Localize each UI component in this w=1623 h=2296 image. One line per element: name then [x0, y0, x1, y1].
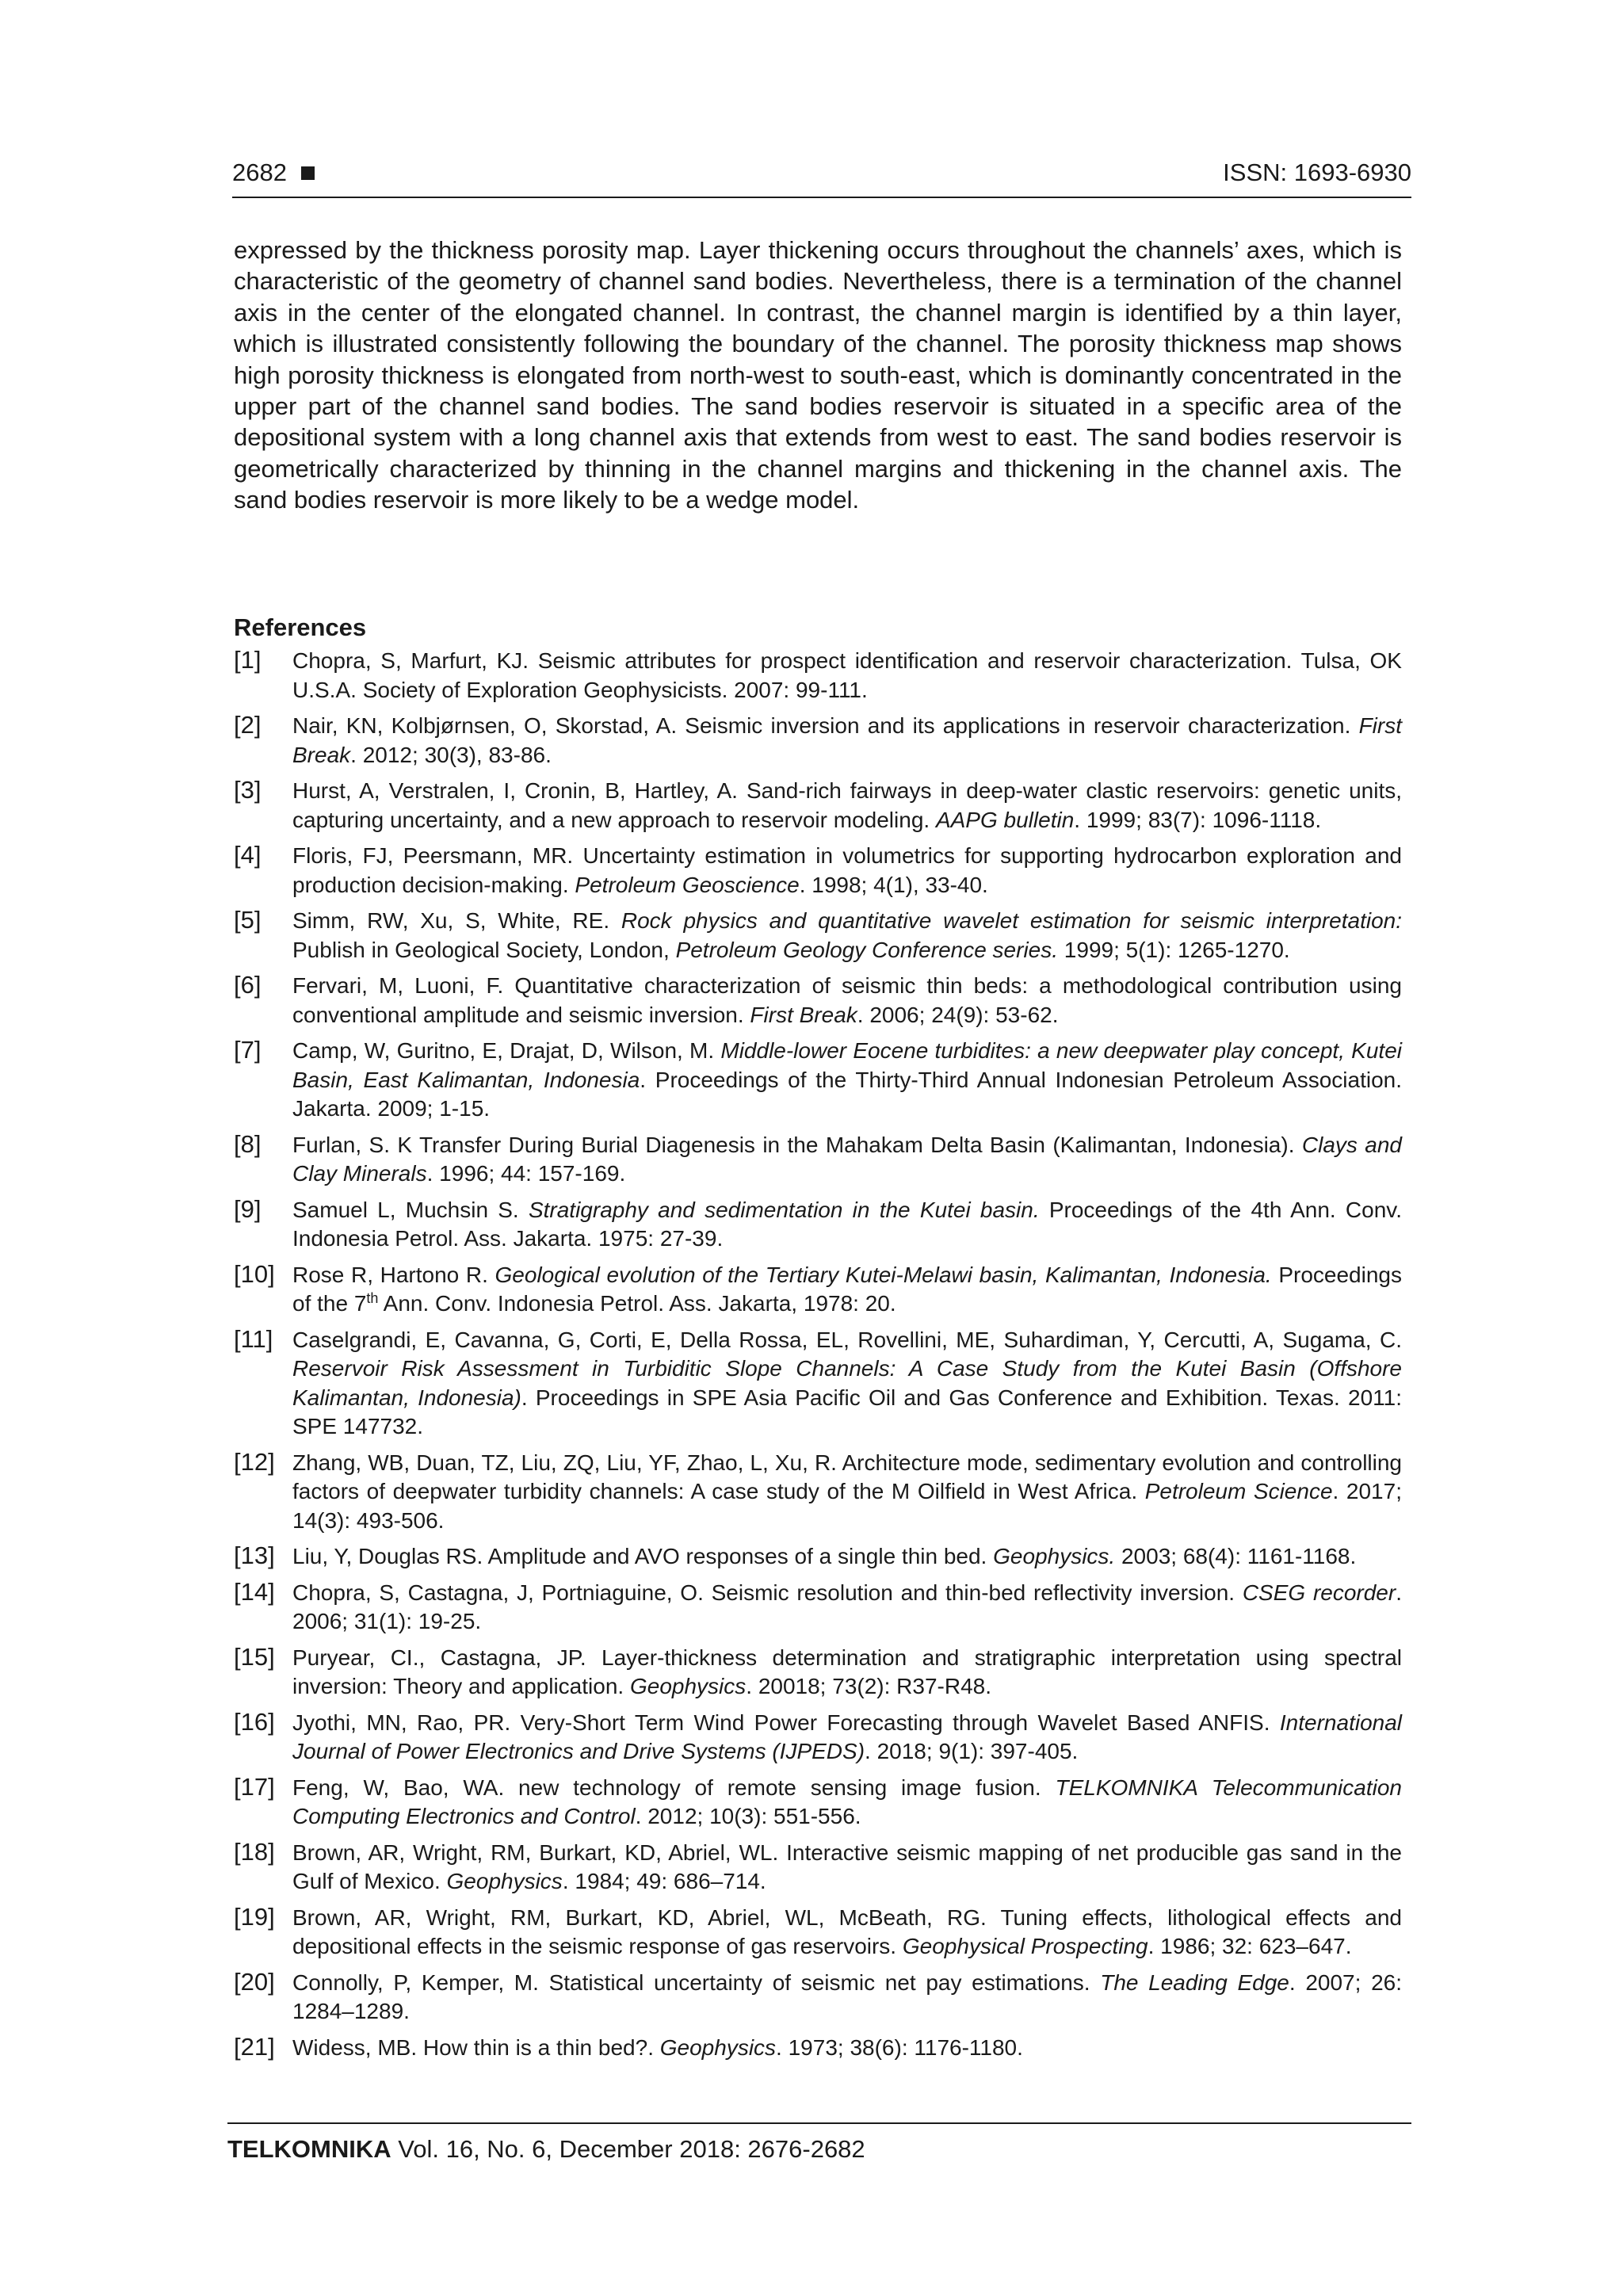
reference-item — [234, 972, 1402, 1030]
reference-number: [6] — [234, 971, 262, 999]
reference-number: [10] — [234, 1259, 275, 1288]
reference-segment: 1999; 5(1): 1265-1270. — [1058, 937, 1290, 962]
reference-segment: Brown, AR, Wright, RM, Burkart, KD, Abriel, WL. Interactive seismic mapping of net producible gas sand in the Gulf of Mexico. — [292, 1839, 1402, 1893]
reference-segment: Liu, Y, Douglas RS. Amplitude and AVO responses of a single thin bed. — [292, 1544, 994, 1568]
reference-text — [292, 777, 1402, 835]
reference-segment: . 2006; 24(9): 53-62. — [857, 1002, 1059, 1027]
reference-item — [234, 1839, 1402, 1897]
reference-italic-segment: The Leading Edge — [1100, 1969, 1289, 1995]
reference-text — [292, 1449, 1402, 1536]
reference-segment: Puryear, CI., Castagna, JP. Layer-thickness determination and stratigraphic interpretation using spectral inversion: Theory and application. — [292, 1645, 1402, 1698]
reference-segment: . 1998; 4(1), 33-40. — [799, 872, 988, 897]
reference-segment: Proceedings of the 7 — [292, 1262, 1402, 1316]
reference-italic-segment: Geophysics. — [993, 1544, 1116, 1568]
reference-text — [292, 972, 1402, 1030]
page-header — [232, 157, 1411, 198]
reference-number: [13] — [234, 1541, 275, 1569]
reference-number: [4] — [234, 841, 262, 869]
reference-italic-segment: Geophysics — [659, 2034, 777, 2060]
reference-segment: Feng, W, Bao, WA. new technology of remote sensing image fusion. — [292, 1775, 1056, 1800]
reference-segment: . 2006; 31(1): 19-25. — [292, 1580, 1402, 1633]
reference-segment: . 1986; 32: 623–647. — [1148, 1934, 1352, 1958]
reference-segment: Widess, MB. How thin is a thin bed?. — [292, 2034, 660, 2060]
reference-italic-segment: TELKOMNIKA Telecommunication Computing Electronics and Control — [292, 1775, 1402, 1828]
page-number: 2682 — [232, 157, 315, 189]
reference-item — [234, 1774, 1402, 1832]
reference-text — [292, 907, 1402, 965]
reference-segment: Caselgrandi, E, Cavanna, G, Corti, E, Della Rossa, EL, Rovellini, ME, Suhardiman, Y, Cercutti, A, Sugama, C. — [292, 1327, 1402, 1352]
reference-segment: Camp, W, Guritno, E, Drajat, D, Wilson, M. — [292, 1038, 721, 1063]
reference-text — [292, 1131, 1402, 1189]
reference-item — [234, 1709, 1402, 1767]
issn-label: ISSN: 1693-6930 — [1223, 159, 1411, 186]
reference-text — [292, 1579, 1402, 1637]
reference-text — [292, 1969, 1402, 2027]
reference-segment: Rose R, Hartono R. — [292, 1262, 495, 1287]
reference-segment: . 2007; 26: 1284–1289. — [292, 1969, 1402, 2023]
reference-italic-segment: First Break — [292, 713, 1402, 767]
reference-item — [234, 1449, 1402, 1536]
reference-segment: . 1973; 38(6): 1176-1180. — [776, 2034, 1023, 2060]
reference-number: [1] — [234, 646, 262, 674]
reference-number: [14] — [234, 1577, 275, 1606]
reference-segment: . 1999; 83(7): 1096-1118. — [1074, 807, 1322, 832]
reference-italic-segment: International Journal of Power Electronics and Drive Systems (IJPEDS) — [292, 1710, 1402, 1763]
reference-text — [292, 842, 1402, 900]
reference-italic-segment: Petroleum Geoscience — [575, 872, 800, 897]
reference-number: [8] — [234, 1129, 262, 1158]
reference-segment: Zhang, WB, Duan, TZ, Liu, ZQ, Liu, YF, Zhao, L, Xu, R. Architecture mode, sedimentary evolution and controlling factors of deepwater turbidity channels: A case study of the M Oilfield in West Africa. — [292, 1450, 1402, 1503]
reference-italic-segment: Rock physics and quantitative wavelet estimation for seismic interpretation: — [621, 908, 1402, 933]
reference-text — [292, 1037, 1402, 1124]
reference-number: [16] — [234, 1707, 275, 1736]
reference-number: [12] — [234, 1447, 275, 1476]
reference-segment: Simm, RW, Xu, S, White, RE. — [292, 908, 621, 933]
reference-segment: . 1996; 44: 157-169. — [426, 1161, 626, 1186]
reference-item — [234, 2034, 1402, 2063]
reference-segment: Chopra, S, Marfurt, KJ. Seismic attributes for prospect identification and reservoir characterization. Tulsa, OK U.S.A. Society of Exploration Geophysicists. 2007: 99-111. — [292, 648, 1402, 702]
reference-italic-segment: Middle-lower Eocene turbidites: a new deepwater play concept, Kutei Basin, East Kalimantan, Indonesia — [292, 1038, 1402, 1092]
reference-item — [234, 1326, 1402, 1442]
reference-segment: Publish in Geological Society, London, — [292, 937, 676, 962]
journal-name: TELKOMNIKA — [227, 2135, 391, 2163]
reference-number: [21] — [234, 2032, 275, 2061]
reference-text — [292, 1261, 1402, 1319]
reference-item — [234, 1261, 1402, 1319]
reference-number: [3] — [234, 776, 262, 804]
reference-number: [7] — [234, 1036, 262, 1064]
reference-segment: Hurst, A, Verstralen, I, Cronin, B, Hartley, A. Sand-rich fairways in deep-water clastic reservoirs: genetic units, capturing uncertainty, and a new approach to reservoir modeling. — [292, 778, 1402, 832]
reference-segment: . Proceedings of the Thirty-Third Annual Indonesian Petroleum Association. Jakarta. 2009; 1-15. — [292, 1067, 1403, 1121]
reference-item — [234, 1644, 1402, 1702]
reference-text — [292, 1774, 1402, 1832]
reference-number: [20] — [234, 1967, 275, 1996]
reference-item — [234, 907, 1402, 965]
reference-item — [234, 1131, 1402, 1189]
reference-number: [5] — [234, 906, 262, 934]
reference-text — [292, 1644, 1402, 1702]
reference-segment: Connolly, P, Kemper, M. Statistical uncertainty of seismic net pay estimations. — [292, 1969, 1101, 1995]
reference-item — [234, 712, 1402, 770]
references-list — [234, 647, 1402, 2069]
reference-text — [292, 1839, 1402, 1897]
reference-segment: 2003; 68(4): 1161-1168. — [1115, 1544, 1357, 1568]
reference-segment: . 2018; 9(1): 397-405. — [865, 1739, 1079, 1763]
reference-text — [292, 2034, 1402, 2063]
reference-item — [234, 1904, 1402, 1962]
reference-number: [9] — [234, 1194, 262, 1223]
page-footer — [227, 2122, 1411, 2165]
reference-segment: . 2017; 14(3): 493-506. — [292, 1479, 1402, 1533]
reference-number: [15] — [234, 1642, 275, 1671]
square-bullet-icon — [301, 166, 315, 180]
reference-italic-segment: Geophysics — [629, 1674, 747, 1698]
reference-segment: . 2012; 30(3), 83-86. — [350, 742, 552, 767]
reference-text — [292, 1542, 1402, 1572]
reference-number: [17] — [234, 1772, 275, 1801]
reference-item — [234, 1542, 1402, 1572]
reference-segment: Brown, AR, Wright, RM, Burkart, KD, Abriel, WL, McBeath, RG. Tuning effects, lithological effects and depositional effects in the seismic response of gas reservoirs. — [292, 1904, 1402, 1958]
reference-item — [234, 777, 1402, 835]
reference-italic-segment: Geophysics — [446, 1869, 563, 1893]
reference-text — [292, 1196, 1402, 1254]
reference-text — [292, 1326, 1402, 1442]
body-paragraph: expressed by the thickness porosity map. Layer thickening occurs throughout the channels’ axes, which is characteristic of the geometry of channel sand bodies. Nevertheless, there is a termination of the channel axis in the center of the elongated channel. In contrast, the channel margin is identified by a thin layer, which is illustrated consistently following the boundary of the channel. The porosity thickness map shows high porosity thickness is elongated from north-west to south-east, which is dominantly concentrated in the upper part of the channel sand bodies. The sand bodies reservoir is situated in a specific area of the depositional system with a long channel axis that extends from west to east. The sand bodies reservoir is geometrically characterized by thinning in the channel margins and thickening in the channel axis. The sand bodies reservoir is more likely to be a wedge model. — [234, 236, 1402, 514]
reference-number: [19] — [234, 1902, 275, 1931]
reference-italic-segment: Geological evolution of the Tertiary Kutei-Melawi basin, Kalimantan, Indonesia. — [495, 1262, 1272, 1287]
reference-segment: Nair, KN, Kolbjørnsen, O, Skorstad, A. Seismic inversion and its applications in reservoir characterization. — [292, 713, 1359, 738]
reference-segment: Floris, FJ, Peersmann, MR. Uncertainty estimation in volumetrics for supporting hydrocarbon exploration and production decision-making. — [292, 843, 1402, 897]
reference-italic-segment: Clays and Clay Minerals — [292, 1132, 1402, 1186]
references-heading: References — [234, 613, 367, 641]
reference-text — [292, 647, 1402, 705]
reference-italic-segment: Petroleum Geology Conference series. — [675, 937, 1059, 962]
reference-item — [234, 1969, 1402, 2027]
reference-segment: . 1984; 49: 686–714. — [562, 1869, 766, 1893]
reference-segment: Ann. Conv. Indonesia Petrol. Ass. Jakarta, 1978: 20. — [378, 1291, 896, 1316]
reference-segment: . 2012; 10(3): 551-556. — [635, 1804, 861, 1828]
reference-item — [234, 647, 1402, 705]
reference-segment: th — [366, 1290, 379, 1306]
reference-italic-segment: AAPG bulletin — [935, 807, 1075, 832]
reference-segment: Furlan, S. K Transfer During Burial Diagenesis in the Mahakam Delta Basin (Kalimantan, Indonesia). — [292, 1132, 1302, 1157]
reference-text — [292, 712, 1402, 770]
reference-italic-segment: CSEG recorder — [1242, 1580, 1396, 1605]
reference-italic-segment: Petroleum Science — [1144, 1479, 1333, 1503]
reference-number: [11] — [234, 1324, 273, 1353]
reference-segment: Fervari, M, Luoni, F. Quantitative characterization of seismic thin beds: a methodological contribution using conventional amplitude and seismic inversion. — [292, 973, 1402, 1027]
reference-italic-segment: First Break — [750, 1002, 857, 1027]
reference-segment: Jyothi, MN, Rao, PR. Very-Short Term Wind Power Forecasting through Wavelet Based ANFIS. — [292, 1710, 1280, 1735]
reference-segment: Proceedings of the 4th Ann. Conv. Indonesia Petrol. Ass. Jakarta. 1975: 27-39. — [292, 1197, 1402, 1251]
reference-segment: . 20018; 73(2): R37-R48. — [746, 1674, 992, 1698]
reference-text — [292, 1709, 1402, 1767]
reference-segment: Chopra, S, Castagna, J, Portniaguine, O. Seismic resolution and thin-bed reflectivity inversion. — [292, 1580, 1243, 1605]
reference-segment: Samuel L, Muchsin S. — [292, 1197, 529, 1222]
reference-item — [234, 842, 1402, 900]
reference-number: [2] — [234, 711, 262, 739]
reference-italic-segment: Geophysical Prospecting — [902, 1934, 1148, 1958]
reference-item — [234, 1037, 1402, 1124]
reference-number: [18] — [234, 1837, 275, 1866]
reference-italic-segment: Stratigraphy and sedimentation in the Kutei basin. — [528, 1197, 1040, 1222]
reference-item — [234, 1196, 1402, 1254]
reference-text — [292, 1904, 1402, 1962]
reference-italic-segment: Reservoir Risk Assessment in Turbiditic Slope Channels: A Case Study from the Kutei Basin (Offshore Kalimantan, Indonesia) — [292, 1356, 1402, 1410]
footer-citation: Vol. 16, No. 6, December 2018: 2676-2682 — [391, 2135, 865, 2163]
reference-item — [234, 1579, 1402, 1637]
reference-segment: . Proceedings in SPE Asia Pacific Oil and Gas Conference and Exhibition. Texas. 2011: SPE 147732. — [292, 1385, 1402, 1438]
